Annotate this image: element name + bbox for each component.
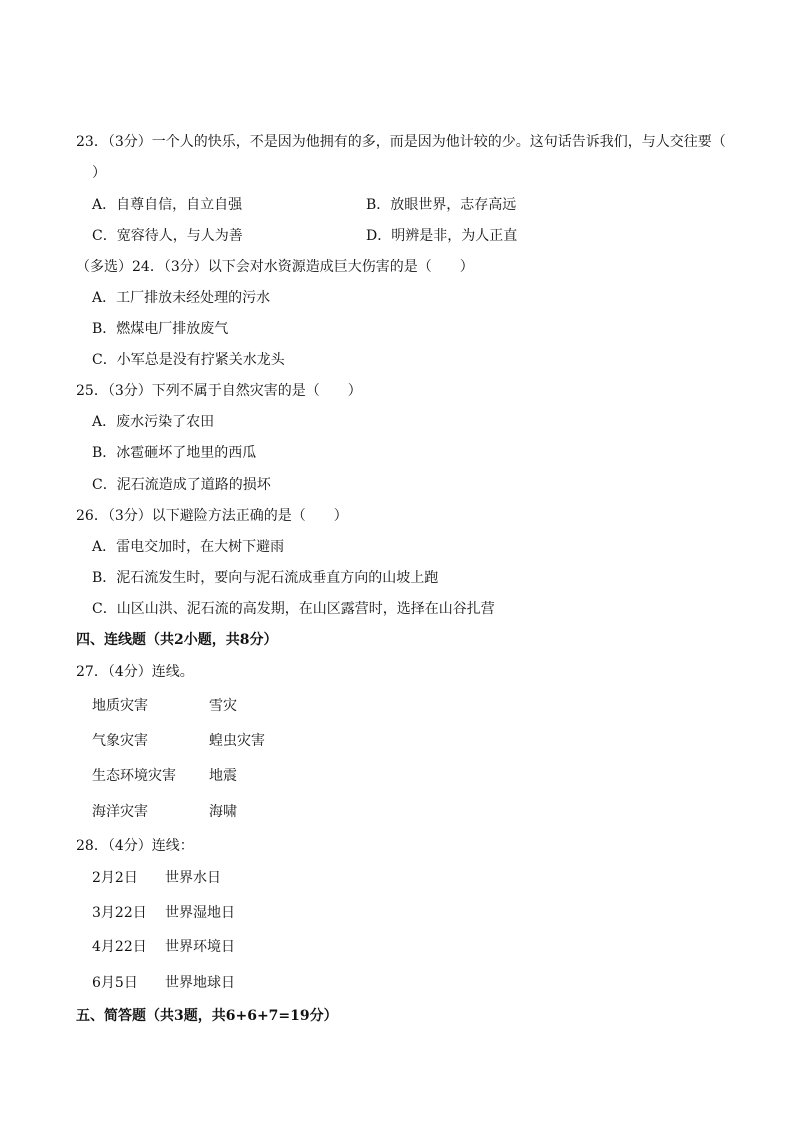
q26-option-b: B．泥石流发生时，要向与泥石流成垂直方向的山坡上跑 [92,570,439,586]
q23-option-a: A．自尊自信，自立自强 [92,197,243,213]
q28-left-item: 4月22日 [92,939,147,955]
q26-stem: 26．（3分）以下避险方法正确的是（ ） [76,508,348,524]
q28-right-item: 世界环境日 [165,939,235,955]
q28-right-item: 世界湿地日 [165,905,235,921]
section-5-heading: 五、简答题（共3题，共6+6+7=19分） [76,1008,338,1024]
q28-right-item: 世界水日 [165,870,221,886]
q28-left-item: 3月22日 [92,905,147,921]
q28-left-item: 6月5日 [92,975,138,991]
q24-stem: （多选）24．（3分）以下会对水资源造成巨大伤害的是（ ） [76,259,474,275]
q27-right-item: 海啸 [209,804,237,820]
q26-option-c: C．山区山洪、泥石流的高发期，在山区露营时，选择在山谷扎营 [92,601,495,617]
q27-right-item: 地震 [209,768,237,784]
q25-option-b: B．冰雹砸坏了地里的西瓜 [92,445,257,461]
q27-left-item: 气象灾害 [92,733,148,749]
q27-left-item: 海洋灾害 [92,804,148,820]
q27-right-item: 雪灾 [209,698,237,714]
q25-option-c: C．泥石流造成了道路的损坏 [92,477,271,493]
q23-option-d: D．明辨是非，为人正直 [366,228,518,244]
section-4-heading: 四、连线题（共2小题，共8分） [76,632,278,648]
q25-stem: 25．（3分）下列不属于自然灾害的是（ ） [76,383,362,399]
q28-left-item: 2月2日 [92,870,138,886]
q27-stem: 27．（4分）连线。 [76,664,194,680]
q24-option-a: A．工厂排放未经处理的污水 [92,290,271,306]
q23-option-c: C．宽容待人，与人为善 [92,228,243,244]
q23-stem: 23．（3分）一个人的快乐，不是因为他拥有的多，而是因为他计较的少。这句话告诉我们，与人交往要（ [76,134,726,150]
q27-left-item: 生态环境灾害 [92,768,176,784]
q23-stem-cont: ） [92,165,106,181]
q26-option-a: A．雷电交加时，在大树下避雨 [92,539,285,555]
q27-left-item: 地质灾害 [92,698,148,714]
q24-option-b: B．燃煤电厂排放废气 [92,321,229,337]
q23-option-b: B．放眼世界，志存高远 [366,197,517,213]
q28-right-item: 世界地球日 [165,975,235,991]
q25-option-a: A．废水污染了农田 [92,414,215,430]
q27-right-item: 蝗虫灾害 [209,733,265,749]
q24-option-c: C．小军总是没有拧紧关水龙头 [92,352,285,368]
q28-stem: 28．（4分）连线： [76,838,194,854]
